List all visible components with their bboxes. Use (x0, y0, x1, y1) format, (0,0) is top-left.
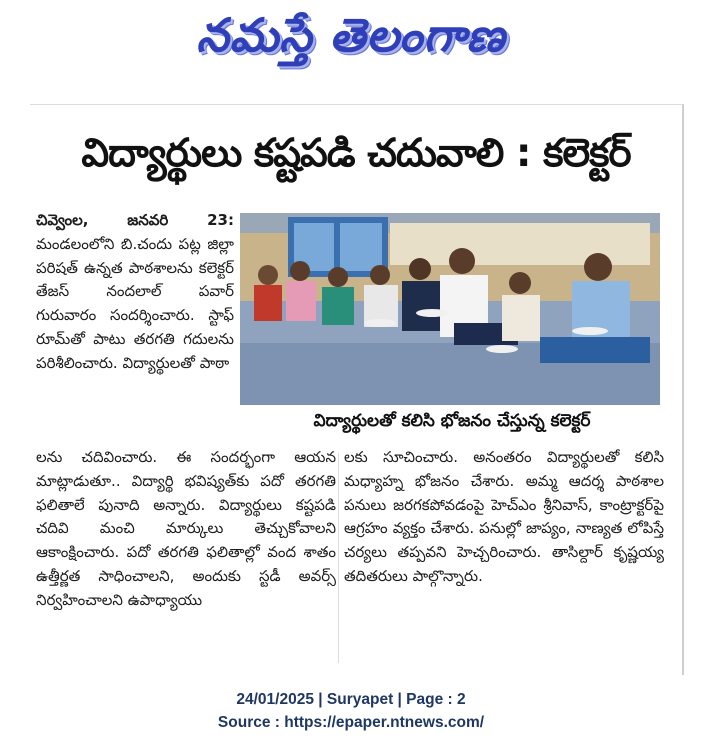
column-divider (338, 453, 339, 663)
article-column-left (36, 209, 234, 376)
article-headline: విద్యార్థులు కష్టపడి చదువాలి : కలెక్టర్ (81, 131, 631, 176)
masthead-logo (0, 0, 702, 82)
photo-students-eating (240, 213, 660, 405)
article-photo (240, 213, 660, 405)
footer (0, 688, 702, 734)
footer-meta-line: 24/01/2025 | Suryapet | Page : 2 (236, 691, 466, 708)
article-headline-box (36, 123, 676, 193)
footer-source-line: Source : https://epaper.ntnews.com/ (217, 714, 485, 731)
article-column-bottom-right (344, 446, 664, 589)
article-dateline: చివ్వెంల, జనవరి 23: (36, 211, 234, 229)
news-clipping (30, 104, 684, 675)
article-text-bottom-left: లను చదివించారు. ఈ సందర్భంగా ఆయన మాట్లాడుతూ.. విద్యార్థి భవిష్యత్‌కు పదో తరగతి ఫలితాలే పునాది అన్నారు. విద్యార్థులు కష్టపడి చదివి మంచి మార్కులు తెచ్చుకోవాలని ఆకాంక్షించారు. పదో తరగతి ఫలితాల్లో వంద శాతం ఉత్తీర్ణత సాధించాలని, అందుకు స్టడీ అవర్స్ నిర్వహించాలని ఉపాధ్యాయు (36, 448, 336, 609)
photo-caption: విద్యార్థులతో కలిసి భోజనం చేస్తున్న కలెక్టర్ (313, 411, 591, 431)
masthead-name: నమస్తే తెలంగాణ (196, 8, 506, 62)
article-text-left: మండలంలోని బి.చందు పట్ల జిల్లా పరిషత్ ఉన్నత పాఠశాలను కలెక్టర్ తేజస్ నందలాల్ పవార్ గురువారం సందర్శించారు. స్టాఫ్ రూమ్‌తో పాటు తరగతి గదులను పరిశీలించారు. విద్యార్థులతో పాఠా (36, 234, 234, 372)
article-text-bottom-right: లకు సూచించారు. అనంతరం విద్యార్థులతో కలిసి మధ్యాహ్న భోజనం చేశారు. అమ్మ ఆదర్శ పాఠశాల పనులు జరగకపోవడంపై హెచ్ఎం శ్రీనివాస్, కాంట్రాక్టర్‌పై ఆగ్రహం వ్యక్తం చేశారు. పనుల్లో జాప్యం, నాణ్యత లోపిస్తే చర్యలు తప్పవని హెచ్చరించారు. తాసిల్దార్ కృష్ణయ్య తదితరులు పాల్గొన్నారు. (344, 448, 664, 585)
article-column-bottom-left (36, 446, 336, 613)
photo-caption-box (262, 408, 642, 438)
